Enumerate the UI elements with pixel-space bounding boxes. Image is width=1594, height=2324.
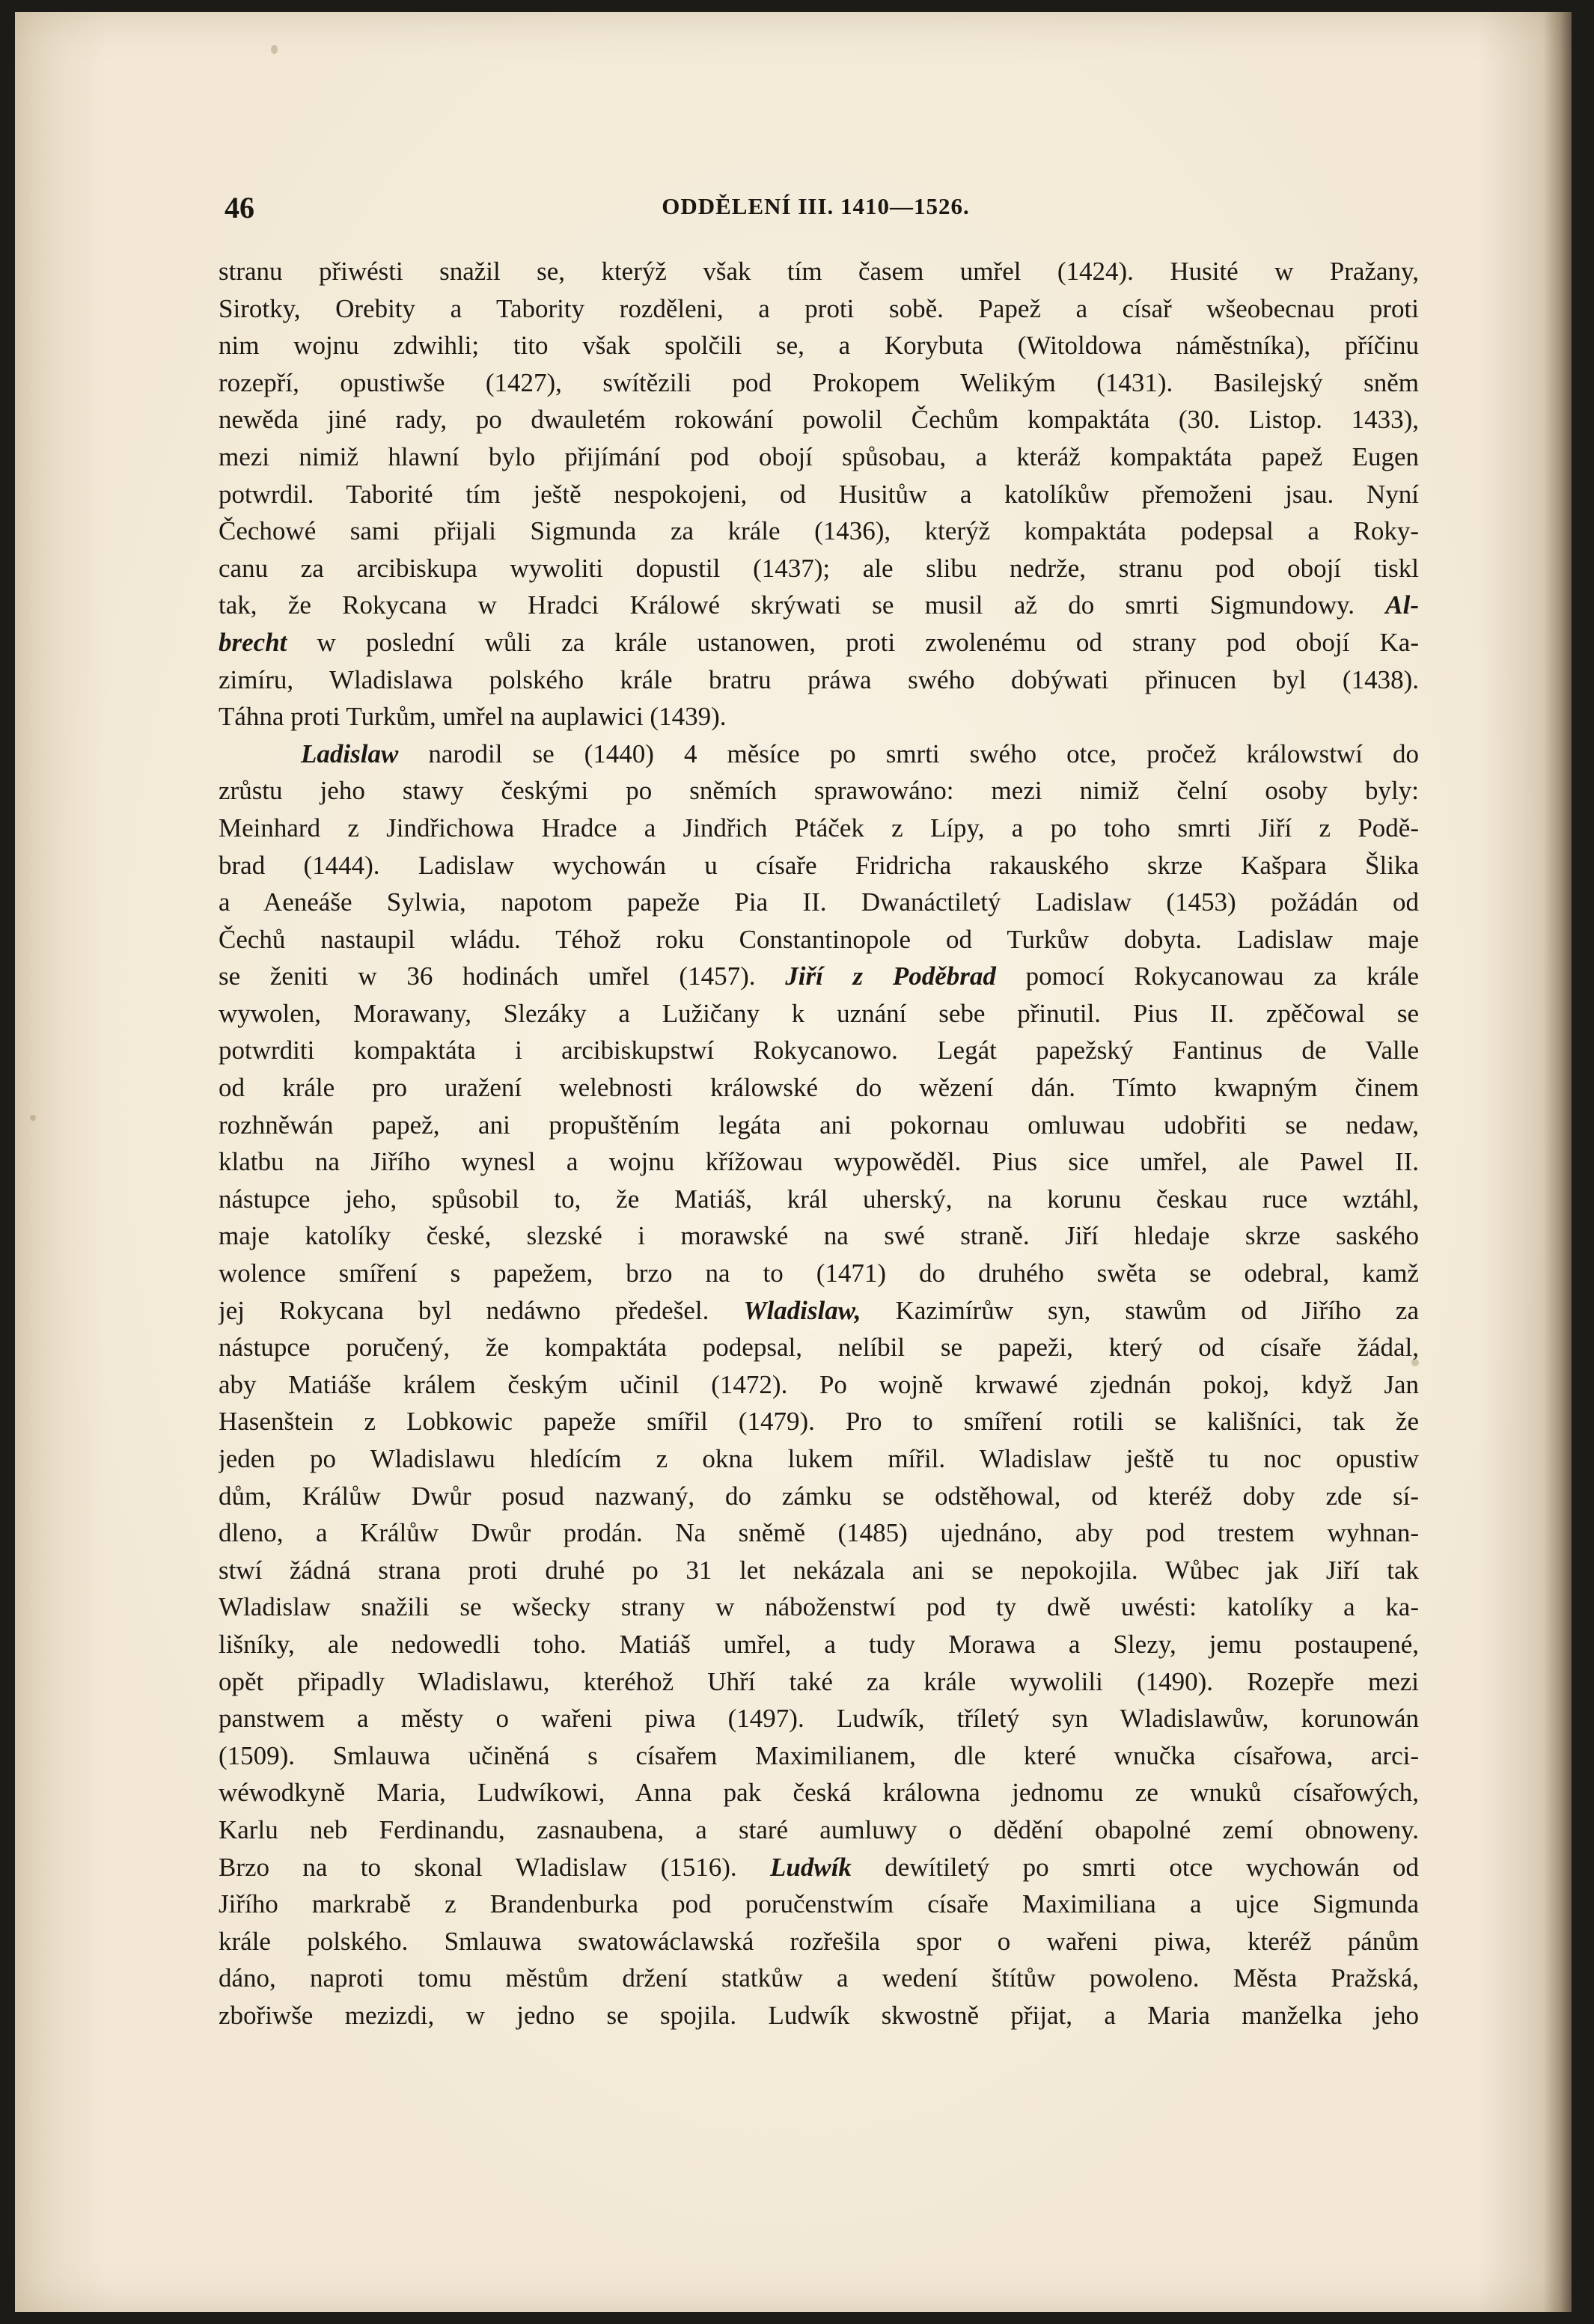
text-segment: wolence smíření s papežem, brzo na to (1471) do druhého swěta se odebral, kamž — [219, 1259, 1419, 1288]
text-segment: newěda jiné rady, po dwauletém rokowání powolil Čechům kompaktáta (30. Listop. 1433), — [219, 405, 1419, 435]
text-segment: Táhna proti Turkům, umřel na auplawici (1439). — [219, 702, 727, 732]
text-line — [219, 1626, 1419, 1663]
text-line — [219, 253, 1419, 290]
text-line — [219, 587, 1419, 624]
text-segment: jeden po Wladislawu hledícím z okna lukem mířil. Wladislaw ještě tu noc opustiw — [219, 1444, 1419, 1473]
text-segment: dleno, a Králůw Dwůr prodán. Na sněmě (1485) ujednáno, aby pod trestem wyhnan- — [219, 1518, 1419, 1548]
text-segment: Čechowé sami přijali Sigmunda za krále (1436), kterýž kompaktáta podepsal a Roky- — [219, 516, 1419, 546]
text-segment: w poslední wůli za krále ustanowen, proti zwolenému od strany pod obojí Ka- — [287, 627, 1419, 657]
text-segment: zbořiwše mezizdi, w jedno se spojila. Ludwík skwostně přijat, a Maria manželka jeho — [219, 2000, 1419, 2030]
text-line — [219, 847, 1419, 884]
text-segment: narodil se (1440) 4 měsíce po smrti swého otce, pročež králowstwí do — [398, 739, 1419, 768]
book-page — [15, 12, 1572, 2312]
text-segment: stranu přiwésti snažil se, kterýž však tím časem umřel (1424). Husité w Pražany, — [219, 257, 1419, 286]
emphasized-name: Ludwík — [770, 1852, 852, 1882]
text-line — [219, 1923, 1419, 1960]
page-binding-shadow — [1543, 12, 1572, 2312]
text-segment: rozhněwán papež, ani propuštěním legáta ani pokornau omluwau udobřiti se nedaw, — [219, 1110, 1419, 1140]
text-segment: pomocí Rokycanowau za krále — [995, 961, 1419, 991]
running-head: ODDĚLENÍ III. 1410—1526. — [662, 193, 970, 219]
text-segment: tak, že Rokycana w Hradci Králowé skrýwati se musil až do smrti Sigmundowy. — [219, 590, 1386, 620]
text-line — [219, 513, 1419, 550]
text-line — [219, 1403, 1419, 1440]
text-line — [219, 1514, 1419, 1552]
text-segment: Brzo na to skonal Wladislaw (1516). — [219, 1852, 771, 1882]
text-line — [219, 884, 1419, 921]
emphasized-name: brecht — [219, 627, 287, 657]
text-line — [219, 1849, 1419, 1886]
text-line — [219, 1181, 1419, 1218]
text-line — [219, 1552, 1419, 1589]
text-line — [219, 1663, 1419, 1701]
text-segment: nástupce poručený, že kompaktáta podepsal, nelíbil se papeži, který od císaře žádal, — [219, 1333, 1419, 1363]
text-segment: mezi nimiž hlawní bylo přijímání pod obojí spůsobau, a kteráž kompaktáta papež Eugen — [219, 441, 1419, 471]
text-segment: Jiřího markrabě z Brandenburka pod poručenstwím císaře Maximiliana a ujce Sigmunda — [219, 1889, 1419, 1919]
text-segment: (1509). Smlauwa učiněná s císařem Maximilianem, dle které wnučka císařowa, arci- — [219, 1740, 1419, 1770]
text-line — [219, 1588, 1419, 1626]
text-segment: panstwem a městy o wařeni piwa (1497). Ludwík, tříletý syn Wladislawůw, korunowán — [219, 1704, 1419, 1734]
text-line — [219, 401, 1419, 438]
text-line — [219, 1440, 1419, 1478]
text-segment: potwrdil. Taborité tím ještě nespokojeni, od Husitůw a katolíkůw přemoženi jsau. Nyní — [219, 479, 1419, 509]
text-line — [219, 1478, 1419, 1515]
text-line — [219, 810, 1419, 847]
text-segment: dewítiletý po smrti otce wychowán od — [851, 1852, 1419, 1882]
emphasized-name: Al- — [1385, 590, 1419, 620]
text-line — [219, 1292, 1419, 1330]
text-line — [219, 1997, 1419, 2034]
text-segment: a Aeneáše Sylwia, napotom papeže Pia II. Dwanáctiletý Ladislaw (1453) požádán od — [219, 887, 1419, 917]
paper-spot — [271, 45, 278, 54]
text-segment: aby Matiáše králem českým učinil (1472). Po wojně krwawé zjednán pokoj, když Jan — [219, 1369, 1419, 1399]
emphasized-name: Wladislaw, — [743, 1295, 861, 1325]
text-line — [219, 1217, 1419, 1255]
text-line — [219, 438, 1419, 476]
text-line — [219, 327, 1419, 364]
text-segment: dům, Králůw Dwůr posud nazwaný, do zámku se odstěhowal, od kteréž doby zde sí- — [219, 1481, 1419, 1511]
text-line — [219, 1737, 1419, 1775]
text-segment: nim wojnu zdwihli; tito však spolčili se, a Korybuta (Witoldowa náměstníka), příčinu — [219, 331, 1419, 361]
text-segment: potwrditi kompaktáta i arcibiskupstwí Rokycanowo. Legát papežský Fantinus de Valle — [219, 1036, 1419, 1065]
text-line — [219, 1143, 1419, 1181]
text-segment: Meinhard z Jindřichowa Hradce a Jindřich Ptáček z Lípy, a po toho smrti Jiří z Podě- — [219, 813, 1419, 843]
text-segment: zrůstu jeho stawy českými po sněmích sprawowáno: mezi nimiž čelní osoby byly: — [219, 776, 1419, 806]
text-segment: maje katolíky české, slezské i morawské na swé straně. Jiří hledaje skrze saského — [219, 1221, 1419, 1251]
text-line — [219, 661, 1419, 699]
text-segment: stwí žádná strana proti druhé po 31 let nekázala ani se nepokojila. Wůbec jak Jiří tak — [219, 1555, 1419, 1585]
text-line — [219, 290, 1419, 328]
text-segment: rozepří, opustiwše (1427), swítězili pod Prokopem Welikým (1431). Basilejský sněm — [219, 367, 1419, 397]
text-segment: wéwodkyně Maria, Ludwíkowi, Anna pak česká králowna jednomu ze wnuků císařowých, — [219, 1778, 1419, 1808]
text-line — [219, 1107, 1419, 1144]
text-segment: Čechů nastaupil wládu. Téhož roku Constantinopole od Turkůw dobyta. Ladislaw maje — [219, 924, 1419, 954]
text-line — [219, 624, 1419, 661]
text-segment: Karlu neb Ferdinandu, zasnaubena, a staré aumluwy o dědění obapolné zemí obnoweny. — [219, 1814, 1419, 1844]
emphasized-name: Ladislaw — [301, 739, 399, 768]
text-line — [219, 364, 1419, 402]
text-line — [219, 1329, 1419, 1366]
text-line — [219, 1811, 1419, 1849]
text-segment: zimíru, Wladislawa polského krále bratru práwa swého dobýwati přinucen byl (1438). — [219, 664, 1419, 694]
text-segment: opět připadly Wladislawu, kteréhož Uhří také za krále wywolili (1490). Rozepře mezi — [219, 1666, 1419, 1696]
text-line — [219, 995, 1419, 1033]
text-segment: dáno, naproti tomu městům držení statkůw a wedení štítůw powoleno. Města Pražská, — [219, 1963, 1419, 1993]
page-number: 46 — [225, 191, 254, 224]
text-segment: canu za arcibiskupa wywoliti dopustil (1437); ale slibu nedrže, stranu pod obojí tiskl — [219, 553, 1419, 583]
text-segment: krále polského. Smlauwa swatowáclawská rozřešila spor o wařeni piwa, kteréž pánům — [219, 1926, 1419, 1956]
text-segment: nástupce jeho, spůsobil to, že Matiáš, král uherský, na korunu českau ruce wztáhl, — [219, 1184, 1419, 1214]
text-segment: lišníky, ale nedowedli toho. Matiáš umřel, a tudy Morawa a Slezy, jemu postaupené, — [219, 1629, 1419, 1659]
text-segment: klatbu na Jiřího wynesl a wojnu křížowau wypowěděl. Pius sice umřel, ale Pawel II. — [219, 1147, 1419, 1177]
text-segment: se ženiti w 36 hodinách umřel (1457). — [219, 961, 786, 991]
text-line — [219, 1960, 1419, 1997]
body-text — [219, 253, 1419, 2034]
text-line — [219, 1032, 1419, 1069]
text-line — [219, 1774, 1419, 1811]
text-line — [219, 1700, 1419, 1737]
text-line — [219, 921, 1419, 958]
text-segment: Wladislaw snažili se wšecky strany w náboženstwí pod ty dwě uwésti: katolíky a ka- — [219, 1592, 1419, 1622]
text-segment: Kazimírůw syn, stawům od Jiřího za — [861, 1295, 1419, 1325]
text-line — [219, 958, 1419, 995]
text-segment: wywolen, Morawany, Slezáky a Lužičany k uznání sebe přinutil. Pius II. zpěčowal se — [219, 998, 1419, 1028]
text-line — [219, 772, 1419, 810]
text-segment: jej Rokycana byl nedáwno předešel. — [219, 1295, 744, 1325]
text-segment: Sirotky, Orebity a Tabority rozděleni, a proti sobě. Papež a císař wšeobecnau proti — [219, 293, 1419, 323]
text-segment: od krále pro uražení welebnosti králowské do wězení dán. Tímto kwapným činem — [219, 1073, 1419, 1103]
text-line — [219, 476, 1419, 513]
text-line — [219, 1366, 1419, 1404]
text-line — [219, 1255, 1419, 1292]
text-segment: brad (1444). Ladislaw wychowán u císaře Fridricha rakauského skrze Kašpara Šlika — [219, 850, 1419, 880]
text-line — [219, 1069, 1419, 1107]
emphasized-name: Jiří z Poděbrad — [785, 961, 996, 991]
text-line — [219, 736, 1419, 773]
text-segment: Hasenštein z Lobkowic papeže smířil (1479). Pro to smíření rotili se kališníci, tak že — [219, 1407, 1419, 1437]
text-line — [219, 1886, 1419, 1923]
text-line — [219, 550, 1419, 587]
page-header — [210, 190, 1422, 223]
text-line — [219, 698, 1419, 736]
paper-spot — [30, 1115, 36, 1121]
